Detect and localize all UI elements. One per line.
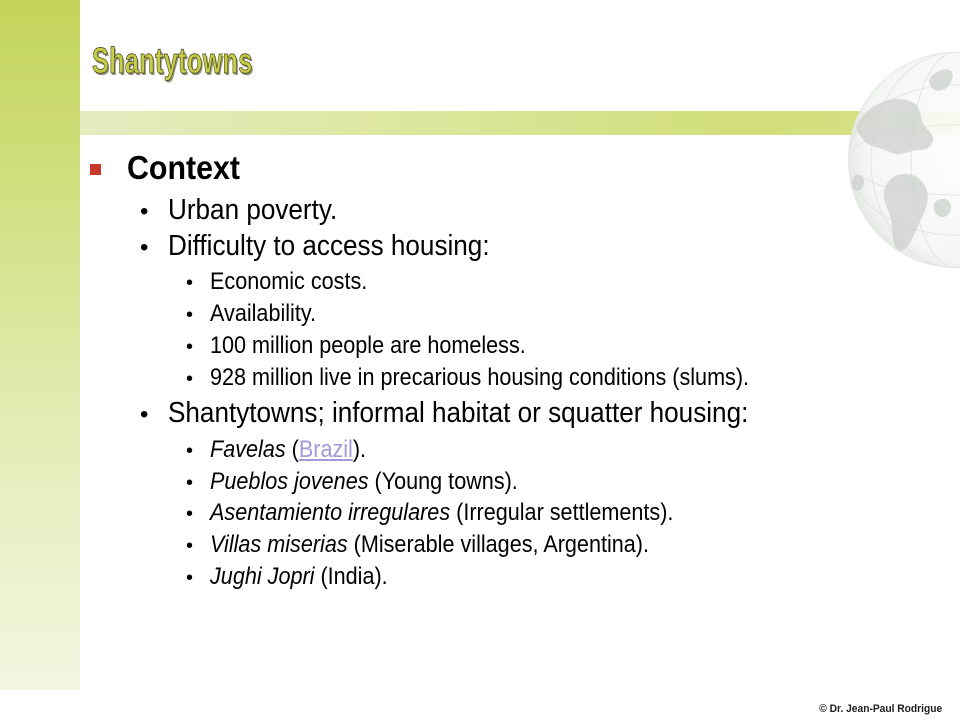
- sub-bullet-text: Availability.: [210, 300, 317, 327]
- bullet-item: [140, 396, 813, 432]
- bullet-icon: •: [140, 401, 149, 428]
- sub-bullet-text: [210, 436, 366, 464]
- bullet-icon: •: [186, 368, 194, 390]
- globe-icon: [838, 50, 960, 280]
- sub-bullet-item: [186, 499, 725, 528]
- local-term: Jughi Jopri: [210, 563, 315, 590]
- sub-bullet-text: [210, 531, 649, 559]
- sub-bullet-item: [186, 436, 383, 465]
- section-heading: Context: [127, 149, 241, 186]
- brazil-link[interactable]: Brazil: [298, 436, 353, 463]
- term-gloss: (India).: [320, 563, 388, 590]
- local-term: Villas miserias: [210, 531, 348, 558]
- bullet-text: Shantytowns; informal habitat or squatter housing:: [168, 397, 749, 429]
- bullet-icon: •: [186, 535, 194, 557]
- bullet-icon: •: [186, 567, 194, 589]
- sub-bullet-text: Economic costs.: [210, 268, 368, 295]
- sub-bullet-text: 928 million live in precarious housing conditions (slums).: [210, 364, 750, 391]
- sub-bullet-text: [210, 563, 388, 591]
- bullet-item: [140, 229, 525, 265]
- term-gloss: (Young towns).: [374, 468, 518, 495]
- sub-bullet-item: [186, 468, 552, 497]
- bullet-icon: •: [140, 234, 149, 261]
- bullet-text: Urban poverty.: [168, 194, 338, 226]
- sub-bullet-text: 100 million people are homeless.: [210, 332, 526, 359]
- gloss-close: ).: [352, 436, 367, 463]
- bullet-icon: •: [186, 440, 194, 462]
- bullet-icon: •: [186, 336, 194, 358]
- sub-bullet-item: [186, 531, 698, 560]
- bullet-icon: •: [186, 272, 194, 294]
- term-gloss: (Irregular settlements).: [456, 499, 674, 526]
- bullet-icon: •: [140, 198, 149, 225]
- left-accent-bar: [0, 0, 80, 690]
- bullet-text: Difficulty to access housing:: [168, 230, 490, 262]
- sub-bullet-item: [186, 364, 809, 393]
- bullet-icon: •: [186, 304, 194, 326]
- sub-bullet-item: [186, 300, 328, 329]
- sub-bullet-text: [210, 468, 518, 496]
- sub-bullet-item: [186, 268, 385, 297]
- copyright-footer: © Dr. Jean-Paul Rodrigue: [819, 703, 942, 715]
- bullet-icon: •: [186, 503, 194, 525]
- red-square-bullet-icon: [90, 164, 101, 175]
- term-gloss: (Miserable villages, Argentina).: [353, 531, 649, 558]
- sub-bullet-item: [186, 332, 561, 361]
- local-term: Asentamiento irregulares: [210, 499, 451, 526]
- local-term: Favelas: [210, 436, 286, 463]
- bullet-icon: •: [186, 472, 194, 494]
- sub-bullet-text: [210, 499, 673, 527]
- title-band: [80, 111, 960, 135]
- sub-bullet-item: [186, 563, 407, 592]
- slide-title: Shantytowns: [92, 40, 253, 81]
- bullet-item: [140, 193, 356, 229]
- local-term: Pueblos jovenes: [210, 468, 369, 495]
- gloss-open: (: [291, 436, 299, 463]
